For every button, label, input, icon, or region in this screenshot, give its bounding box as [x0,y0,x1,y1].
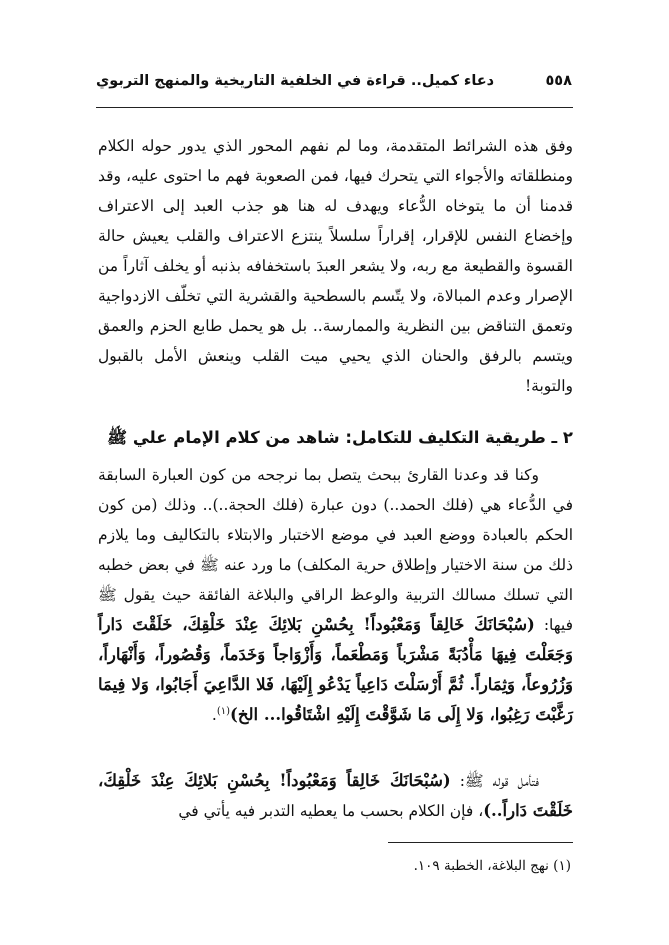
paragraph-3-rest: ، فإن الكلام بحسب ما يعطيه التدبر فيه يأتي في [178,802,484,820]
page-number: ٥٥٨ [545,73,572,89]
paragraph-2-end: . [211,706,217,724]
footnote-marker: (١) [553,858,571,874]
paragraph-2-intro: وكنا قد وعدنا القارئ ببحث يتصل بما نرجحه من كون العبارة السابقة في الدُّعاء هي (فلك الحمد..) دون عبارة (فلك الحجة..).. وذلك (من كون الحكم بالعبادة ووضع العبد في موضع الاختبار والابتلاء بالتكاليف وما يلازم ذلك من سنة الاختيار وإطلاق حرية المكلف) ما ورد عنه ﷺ في بعض خطبه التي تسلك مسالك التربية والوعظ الراقي والبلاغة الفائقة حيث يقول ﷺ فيها: [98,466,573,634]
footnote-divider [388,842,573,843]
running-title: دعاء كميل.. قراءة في الخلفية التاريخية والمنهج التربوي [96,73,495,89]
paragraph-3-quote: (سُبْحَانَكَ خَالِقاً وَمَعْبُوداً! بِحُسْنِ بَلائِكَ عِنْدَ خَلْقِكَ، خَلَقْتَ دَاراً..) [98,771,573,820]
header-divider [96,107,573,108]
paragraph-2 [98,460,573,730]
footnote-reference[interactable]: (١) [216,705,231,717]
paragraph-2-quote: (سُبْحَانَكَ خَالِقاً وَمَعْبُوداً! بِحُسْنِ بَلائِكَ عِنْدَ خَلْقِكَ، خَلَقْتَ دَاراً وَجَعَلْتَ فِيهَا مَأْدُبَةً مَشْرَباً وَمَطْعَماً، وَأَزْوَاجاً وَخَدَماً، وَقُصُوراً، وَأَنْهَاراً، وَزُرُوعاً، وَثِمَاراً. ثُمَّ أَرْسَلْتَ دَاعِياً يَدْعُو إِلَيْهَا، فَلا الدَّاعِيَ أَجَابُوا، وَلا فِيمَا رَغَّبْتَ رَغِبُوا، وَلا إِلَى مَا شَوَّقْتَ إِلَيْهِ اشْتَاقُوا... الخ) [98,615,573,724]
footnote-text: نهج البلاغة، الخطبة ١٠٩. [413,858,549,874]
section-heading: ٢ ـ طريقية التكليف للتكامل: شاهد من كلام الإمام علي ﷺ [107,428,573,447]
footnote [98,855,571,877]
paragraph-3 [98,766,573,826]
running-head [96,66,572,96]
paragraph-1: وفق هذه الشرائط المتقدمة، وما لم نفهم المحور الذي يدور حوله الكلام ومنطلقاته والأجواء التي يتحرك فيها، فمن الصعوبة فهم ما احتوى عليه، وقد قدمنا أن ما يتوخاه الدُّعاء ويهدف له هنا هو جذب العبد إلى الاعتراف وإخضاع النفس للإقرار، إقراراً سلسلاً ينتزع الاعتراف والقلب يعيش حالة القسوة والقطيعة مع ربه، ولا يشعر العبدَ باستخفافه بذنبه أو يخلف آثاراً من الإصرار وعدم المبالاة، ولا يتّسم بالسطحية والقشرية التي تخلّف الازدواجية وتعمق التناقض بين النظرية والممارسة.. بل هو يحمل طابع الحزم والعمق ويتسم بالرفق والحنان الذي يحيي ميت القلب وينعش الأمل بالقبول والتوبة! [98,137,573,395]
paragraph-3-intro: فتأمل قوله ﷺ: [450,772,540,790]
